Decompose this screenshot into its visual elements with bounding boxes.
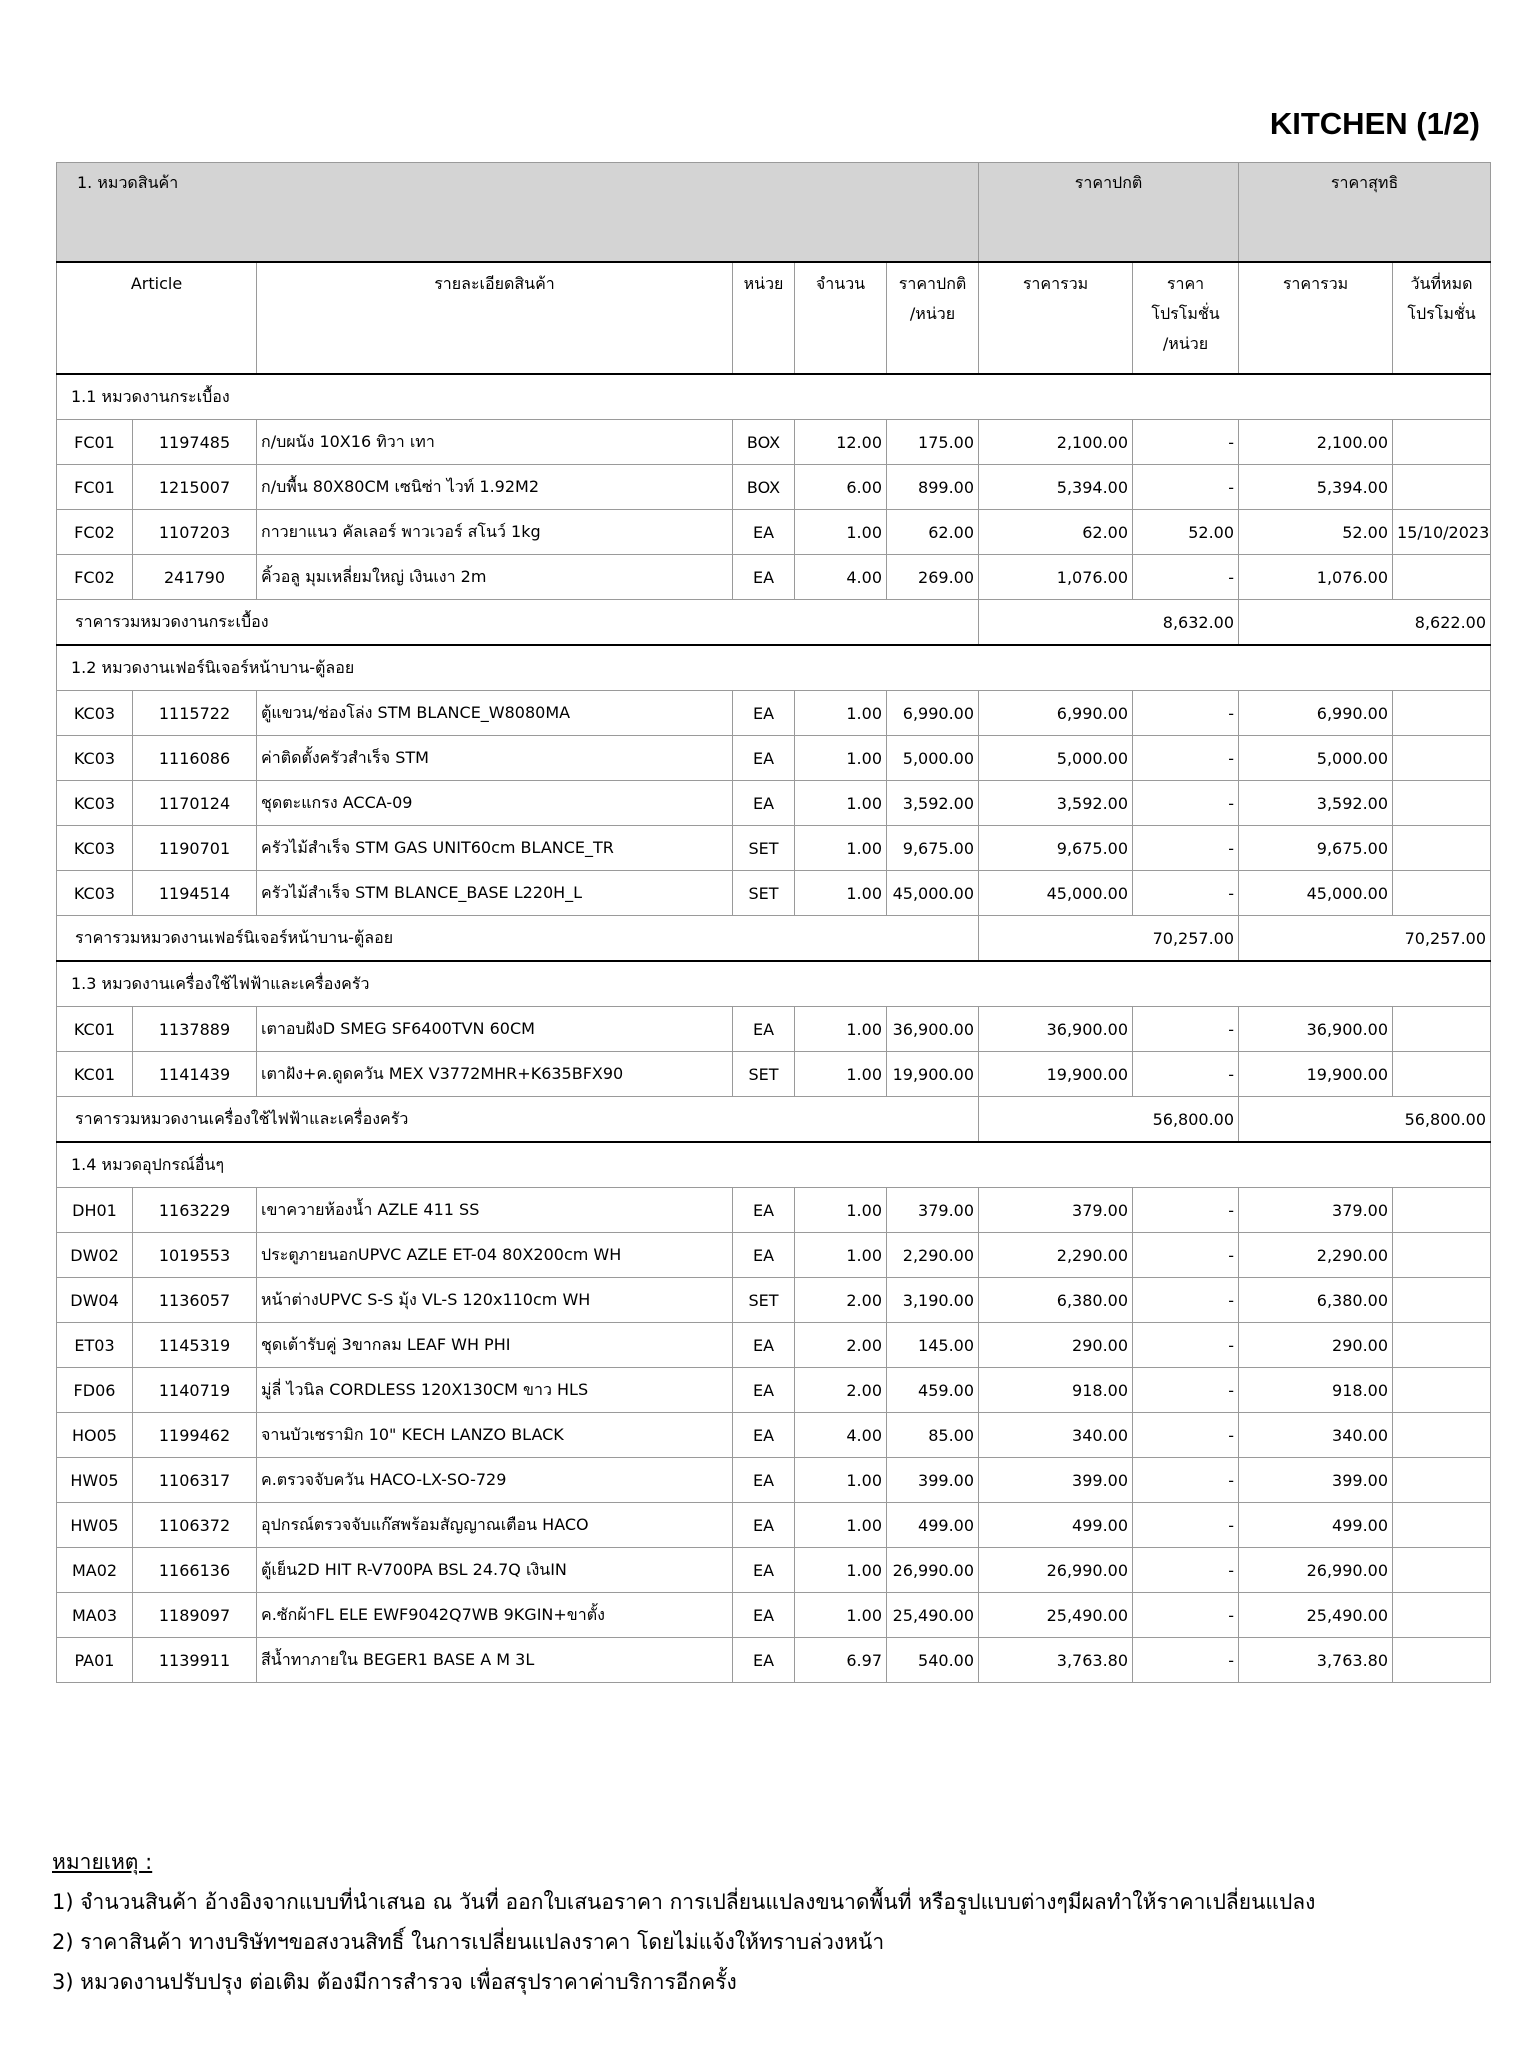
item-total: 26,990.00 [979,1548,1133,1593]
article-header: Article [57,262,257,374]
item-total: 399.00 [979,1458,1133,1503]
item-qty: 6.00 [795,465,887,510]
item-qty: 1.00 [795,1593,887,1638]
item-promo-end-date [1393,1368,1491,1413]
item-unit: EA [733,1323,795,1368]
item-promo-end-date [1393,1503,1491,1548]
item-promo-price: - [1133,1052,1239,1097]
item-promo-end-date [1393,871,1491,916]
table-row [57,1188,1491,1233]
item-promo-end-date [1393,1413,1491,1458]
subtotal-row [57,1097,1491,1143]
item-net-total: 2,290.00 [1239,1233,1393,1278]
item-unit-price: 2,290.00 [887,1233,979,1278]
item-promo-price: - [1133,871,1239,916]
table-row [57,826,1491,871]
item-code: KC03 [57,781,133,826]
subtotal-label: ราคารวมหมวดงานเครื่องใช้ไฟฟ้าและเครื่องครัว [57,1097,979,1143]
item-promo-price: - [1133,1458,1239,1503]
item-code: DW04 [57,1278,133,1323]
table-row [57,1368,1491,1413]
article-number: 1163229 [133,1188,257,1233]
page-title: KITCHEN (1/2) [1269,106,1480,141]
item-net-total: 499.00 [1239,1503,1393,1548]
item-promo-price: - [1133,826,1239,871]
item-description: ครัวไม้สำเร็จ STM BLANCE_BASE L220H_L [257,871,733,916]
item-promo-price: 52.00 [1133,510,1239,555]
article-number: 1197485 [133,420,257,465]
note-item: 2) ราคาสินค้า ทางบริษัทฯขอสงวนสิทธิ์ ในการเปลี่ยนแปลงราคา โดยไม่แจ้งให้ทราบล่วงหน้า [52,1930,885,1954]
item-qty: 1.00 [795,1458,887,1503]
table-row [57,1278,1491,1323]
note-item: 3) หมวดงานปรับปรุง ต่อเติม ต้องมีการสำรวจ เพื่อสรุปราคาค่าบริการอีกครั้ง [52,1970,737,1994]
item-code: HO05 [57,1413,133,1458]
subtotal-row [57,916,1491,962]
subtotal-normal: 70,257.00 [979,916,1239,962]
item-qty: 1.00 [795,781,887,826]
item-code: HW05 [57,1503,133,1548]
item-total: 499.00 [979,1503,1133,1548]
item-qty: 1.00 [795,691,887,736]
section-header-row [57,961,1491,1007]
table-row [57,1638,1491,1683]
note-item: 1) จำนวนสินค้า อ้างอิงจากแบบที่นำเสนอ ณ วันที่ ออกใบเสนอราคา การเปลี่ยนแปลงขนาดพื้นที่ หรือรูปแบบต่างๆมีผลทำให้ราคาเปลี่ยนแปลง [52,1890,1316,1914]
item-unit-price: 19,900.00 [887,1052,979,1097]
item-unit: EA [733,1548,795,1593]
item-unit: EA [733,691,795,736]
net-price-header: ราคาสุทธิ [1239,163,1491,263]
section-header-row [57,645,1491,691]
article-number: 1190701 [133,826,257,871]
item-unit: BOX [733,465,795,510]
item-total: 2,290.00 [979,1233,1133,1278]
item-unit-price: 36,900.00 [887,1007,979,1052]
promo-end-header: วันที่หมด โปรโมชั่น [1393,262,1491,374]
item-description: ประตูภายนอกUPVC AZLE ET-04 80X200cm WH [257,1233,733,1278]
item-description: ตู้แขวน/ช่องโล่ง STM BLANCE_W8080MA [257,691,733,736]
item-qty: 1.00 [795,1503,887,1548]
article-number: 1136057 [133,1278,257,1323]
item-code: MA03 [57,1593,133,1638]
subtotal-net: 56,800.00 [1239,1097,1491,1143]
item-code: KC03 [57,691,133,736]
item-code: FC01 [57,465,133,510]
article-number: 1139911 [133,1638,257,1683]
article-number: 241790 [133,555,257,600]
item-promo-end-date [1393,1007,1491,1052]
item-qty: 1.00 [795,1007,887,1052]
section-title: 1.3 หมวดงานเครื่องใช้ไฟฟ้าและเครื่องครัว [57,961,1491,1007]
table-row [57,781,1491,826]
table-row [57,420,1491,465]
item-net-total: 3,592.00 [1239,781,1393,826]
article-number: 1106372 [133,1503,257,1548]
article-number: 1116086 [133,736,257,781]
description-header: รายละเอียดสินค้า [257,262,733,374]
item-total: 340.00 [979,1413,1133,1458]
item-net-total: 379.00 [1239,1188,1393,1233]
item-code: KC03 [57,871,133,916]
item-description: ค่าติดตั้งครัวสำเร็จ STM [257,736,733,781]
item-unit-price: 145.00 [887,1323,979,1368]
item-qty: 2.00 [795,1278,887,1323]
item-total: 5,394.00 [979,465,1133,510]
subtotal-label: ราคารวมหมวดงานเฟอร์นิเจอร์หน้าบาน-ตู้ลอย [57,916,979,962]
item-net-total: 340.00 [1239,1413,1393,1458]
subtotal-row [57,600,1491,646]
item-code: KC01 [57,1007,133,1052]
article-number: 1107203 [133,510,257,555]
item-unit-price: 3,190.00 [887,1278,979,1323]
item-total: 62.00 [979,510,1133,555]
item-net-total: 52.00 [1239,510,1393,555]
table-row [57,555,1491,600]
article-number: 1140719 [133,1368,257,1413]
item-net-total: 9,675.00 [1239,826,1393,871]
article-number: 1170124 [133,781,257,826]
item-promo-price: - [1133,555,1239,600]
article-number: 1215007 [133,465,257,510]
item-unit-price: 540.00 [887,1638,979,1683]
item-promo-price: - [1133,1413,1239,1458]
item-qty: 2.00 [795,1368,887,1413]
table-row [57,1323,1491,1368]
item-promo-end-date [1393,555,1491,600]
item-promo-end-date [1393,1188,1491,1233]
item-total: 918.00 [979,1368,1133,1413]
item-qty: 1.00 [795,871,887,916]
item-unit: EA [733,510,795,555]
item-code: PA01 [57,1638,133,1683]
item-promo-end-date [1393,1458,1491,1503]
item-net-total: 399.00 [1239,1458,1393,1503]
table-row [57,736,1491,781]
item-promo-price: - [1133,1188,1239,1233]
item-promo-price: - [1133,736,1239,781]
item-promo-end-date [1393,1548,1491,1593]
table-row [57,1052,1491,1097]
table-row [57,510,1491,555]
item-description: ค.ตรวจจับควัน HACO-LX-SO-729 [257,1458,733,1503]
item-code: HW05 [57,1458,133,1503]
item-total: 3,763.80 [979,1638,1133,1683]
article-number: 1189097 [133,1593,257,1638]
item-unit: SET [733,1278,795,1323]
item-total: 290.00 [979,1323,1133,1368]
item-description: ชุดเต้ารับคู่ 3ขากลม LEAF WH PHI [257,1323,733,1368]
item-code: KC01 [57,1052,133,1097]
item-unit: EA [733,1188,795,1233]
table-row [57,465,1491,510]
item-description: ชุดตะแกรง ACCA-09 [257,781,733,826]
item-total: 3,592.00 [979,781,1133,826]
section-title: 1.2 หมวดงานเฟอร์นิเจอร์หน้าบาน-ตู้ลอย [57,645,1491,691]
item-unit-price: 175.00 [887,420,979,465]
item-code: FC02 [57,510,133,555]
item-promo-price: - [1133,691,1239,736]
item-description: เขาควายห้องน้ำ AZLE 411 SS [257,1188,733,1233]
item-total: 2,100.00 [979,420,1133,465]
item-promo-end-date [1393,736,1491,781]
item-unit: EA [733,736,795,781]
item-promo-price: - [1133,1638,1239,1683]
item-net-total: 3,763.80 [1239,1638,1393,1683]
item-net-total: 6,380.00 [1239,1278,1393,1323]
item-unit-price: 5,000.00 [887,736,979,781]
net-total-header: ราคารวม [1239,262,1393,374]
item-net-total: 6,990.00 [1239,691,1393,736]
item-qty: 1.00 [795,1233,887,1278]
item-unit: EA [733,781,795,826]
item-unit-price: 9,675.00 [887,826,979,871]
article-number: 1145319 [133,1323,257,1368]
item-code: FD06 [57,1368,133,1413]
item-promo-end-date [1393,781,1491,826]
article-number: 1115722 [133,691,257,736]
article-number: 1019553 [133,1233,257,1278]
item-net-total: 45,000.00 [1239,871,1393,916]
notes [52,1842,1492,2002]
item-promo-end-date [1393,420,1491,465]
item-promo-price: - [1133,1323,1239,1368]
item-unit: EA [733,1368,795,1413]
item-promo-price: - [1133,420,1239,465]
qty-header: จำนวน [795,262,887,374]
item-code: FC02 [57,555,133,600]
table-row [57,1503,1491,1548]
item-unit-price: 379.00 [887,1188,979,1233]
section-header-row [57,1142,1491,1188]
table-row [57,1458,1491,1503]
subtotal-net: 70,257.00 [1239,916,1491,962]
subtotal-normal: 8,632.00 [979,600,1239,646]
item-qty: 1.00 [795,1188,887,1233]
article-number: 1166136 [133,1548,257,1593]
section-title: 1.4 หมวดอุปกรณ์อื่นๆ [57,1142,1491,1188]
article-number: 1199462 [133,1413,257,1458]
section-header-row [57,374,1491,420]
item-promo-price: - [1133,1548,1239,1593]
subtotal-net: 8,622.00 [1239,600,1491,646]
item-qty: 4.00 [795,1413,887,1458]
table-row [57,691,1491,736]
item-total: 6,990.00 [979,691,1133,736]
category-header: 1. หมวดสินค้า [57,163,979,263]
item-unit-price: 45,000.00 [887,871,979,916]
item-promo-price: - [1133,1233,1239,1278]
item-unit: EA [733,1458,795,1503]
item-unit-price: 25,490.00 [887,1593,979,1638]
item-qty: 1.00 [795,736,887,781]
item-net-total: 25,490.00 [1239,1593,1393,1638]
item-unit-price: 85.00 [887,1413,979,1458]
item-net-total: 2,100.00 [1239,420,1393,465]
item-description: ก/บพื้น 80X80CM เซนิซ่า ไวท์ 1.92M2 [257,465,733,510]
item-qty: 1.00 [795,1052,887,1097]
item-code: DH01 [57,1188,133,1233]
item-promo-price: - [1133,1368,1239,1413]
item-description: สีน้ำทาภายใน BEGER1 BASE A M 3L [257,1638,733,1683]
item-description: เตาฝัง+ค.ดูดควัน MEX V3772MHR+K635BFX90 [257,1052,733,1097]
item-total: 9,675.00 [979,826,1133,871]
item-unit-price: 62.00 [887,510,979,555]
item-unit-price: 459.00 [887,1368,979,1413]
item-total: 1,076.00 [979,555,1133,600]
item-description: ค.ซักผ้าFL ELE EWF9042Q7WB 9KGIN+ขาตั้ง [257,1593,733,1638]
item-description: ตู้เย็น2D HIT R-V700PA BSL 24.7Q เงินIN [257,1548,733,1593]
item-qty: 1.00 [795,510,887,555]
item-unit: SET [733,1052,795,1097]
item-unit: EA [733,1638,795,1683]
table-header-group-row [57,163,1491,263]
quotation-table [56,162,1491,1683]
item-unit-price: 399.00 [887,1458,979,1503]
item-description: หน้าต่างUPVC S-S มุ้ง VL-S 120x110cm WH [257,1278,733,1323]
item-description: ครัวไม้สำเร็จ STM GAS UNIT60cm BLANCE_TR [257,826,733,871]
item-net-total: 918.00 [1239,1368,1393,1413]
item-net-total: 290.00 [1239,1323,1393,1368]
item-description: กาวยาแนว คัลเลอร์ พาวเวอร์ สโนว์ 1kg [257,510,733,555]
item-promo-price: - [1133,1278,1239,1323]
subtotal-normal: 56,800.00 [979,1097,1239,1143]
table-header-row [57,262,1491,374]
item-promo-end-date [1393,691,1491,736]
item-unit-price: 899.00 [887,465,979,510]
item-code: FC01 [57,420,133,465]
item-total: 6,380.00 [979,1278,1133,1323]
item-promo-price: - [1133,1593,1239,1638]
item-qty: 1.00 [795,826,887,871]
item-unit: EA [733,1413,795,1458]
item-net-total: 19,900.00 [1239,1052,1393,1097]
item-unit: EA [733,1503,795,1548]
subtotal-label: ราคารวมหมวดงานกระเบื้อง [57,600,979,646]
item-description: อุปกรณ์ตรวจจับแก๊สพร้อมสัญญาณเตือน HACO [257,1503,733,1548]
item-total: 25,490.00 [979,1593,1133,1638]
total-header: ราคารวม [979,262,1133,374]
item-description: มู่ลี่ ไวนิล CORDLESS 120X130CM ขาว HLS [257,1368,733,1413]
item-unit-price: 6,990.00 [887,691,979,736]
item-unit-price: 26,990.00 [887,1548,979,1593]
item-promo-end-date [1393,1278,1491,1323]
item-promo-end-date [1393,1638,1491,1683]
item-qty: 4.00 [795,555,887,600]
item-total: 5,000.00 [979,736,1133,781]
item-promo-price: - [1133,465,1239,510]
item-description: ก/บผนัง 10X16 ทิวา เทา [257,420,733,465]
item-promo-end-date: 15/10/2023 [1393,510,1491,555]
item-code: DW02 [57,1233,133,1278]
item-unit-price: 499.00 [887,1503,979,1548]
item-promo-price: - [1133,1007,1239,1052]
article-number: 1137889 [133,1007,257,1052]
item-qty: 1.00 [795,1548,887,1593]
item-net-total: 5,000.00 [1239,736,1393,781]
item-qty: 6.97 [795,1638,887,1683]
item-promo-end-date [1393,1052,1491,1097]
promo-price-header: ราคา โปรโมชั่น /หน่วย [1133,262,1239,374]
item-net-total: 26,990.00 [1239,1548,1393,1593]
item-promo-price: - [1133,1503,1239,1548]
table-row [57,1548,1491,1593]
item-unit-price: 269.00 [887,555,979,600]
table-row [57,1233,1491,1278]
item-promo-end-date [1393,465,1491,510]
item-qty: 2.00 [795,1323,887,1368]
unit-price-header: ราคาปกติ /หน่วย [887,262,979,374]
item-net-total: 1,076.00 [1239,555,1393,600]
item-promo-end-date [1393,826,1491,871]
notes-heading: หมายเหตุ : [52,1850,153,1874]
item-code: MA02 [57,1548,133,1593]
item-unit: EA [733,1233,795,1278]
item-unit: BOX [733,420,795,465]
item-unit: SET [733,826,795,871]
item-unit: EA [733,1593,795,1638]
item-description: เตาอบฝังD SMEG SF6400TVN 60CM [257,1007,733,1052]
item-description: จานบัวเซรามิก 10" KECH LANZO BLACK [257,1413,733,1458]
item-net-total: 5,394.00 [1239,465,1393,510]
table-row [57,1007,1491,1052]
item-unit-price: 3,592.00 [887,781,979,826]
item-unit: EA [733,1007,795,1052]
unit-header: หน่วย [733,262,795,374]
item-total: 19,900.00 [979,1052,1133,1097]
item-total: 379.00 [979,1188,1133,1233]
item-unit: SET [733,871,795,916]
section-title: 1.1 หมวดงานกระเบื้อง [57,374,1491,420]
table-row [57,1593,1491,1638]
item-description: คิ้วอลู มุมเหลี่ยมใหญ่ เงินเงา 2m [257,555,733,600]
table-row [57,1413,1491,1458]
item-net-total: 36,900.00 [1239,1007,1393,1052]
item-total: 36,900.00 [979,1007,1133,1052]
item-code: ET03 [57,1323,133,1368]
item-unit: EA [733,555,795,600]
article-number: 1106317 [133,1458,257,1503]
item-promo-end-date [1393,1233,1491,1278]
normal-price-header: ราคาปกติ [979,163,1239,263]
item-qty: 12.00 [795,420,887,465]
table-row [57,871,1491,916]
article-number: 1194514 [133,871,257,916]
item-total: 45,000.00 [979,871,1133,916]
item-promo-price: - [1133,781,1239,826]
article-number: 1141439 [133,1052,257,1097]
item-promo-end-date [1393,1323,1491,1368]
item-code: KC03 [57,826,133,871]
item-code: KC03 [57,736,133,781]
item-promo-end-date [1393,1593,1491,1638]
